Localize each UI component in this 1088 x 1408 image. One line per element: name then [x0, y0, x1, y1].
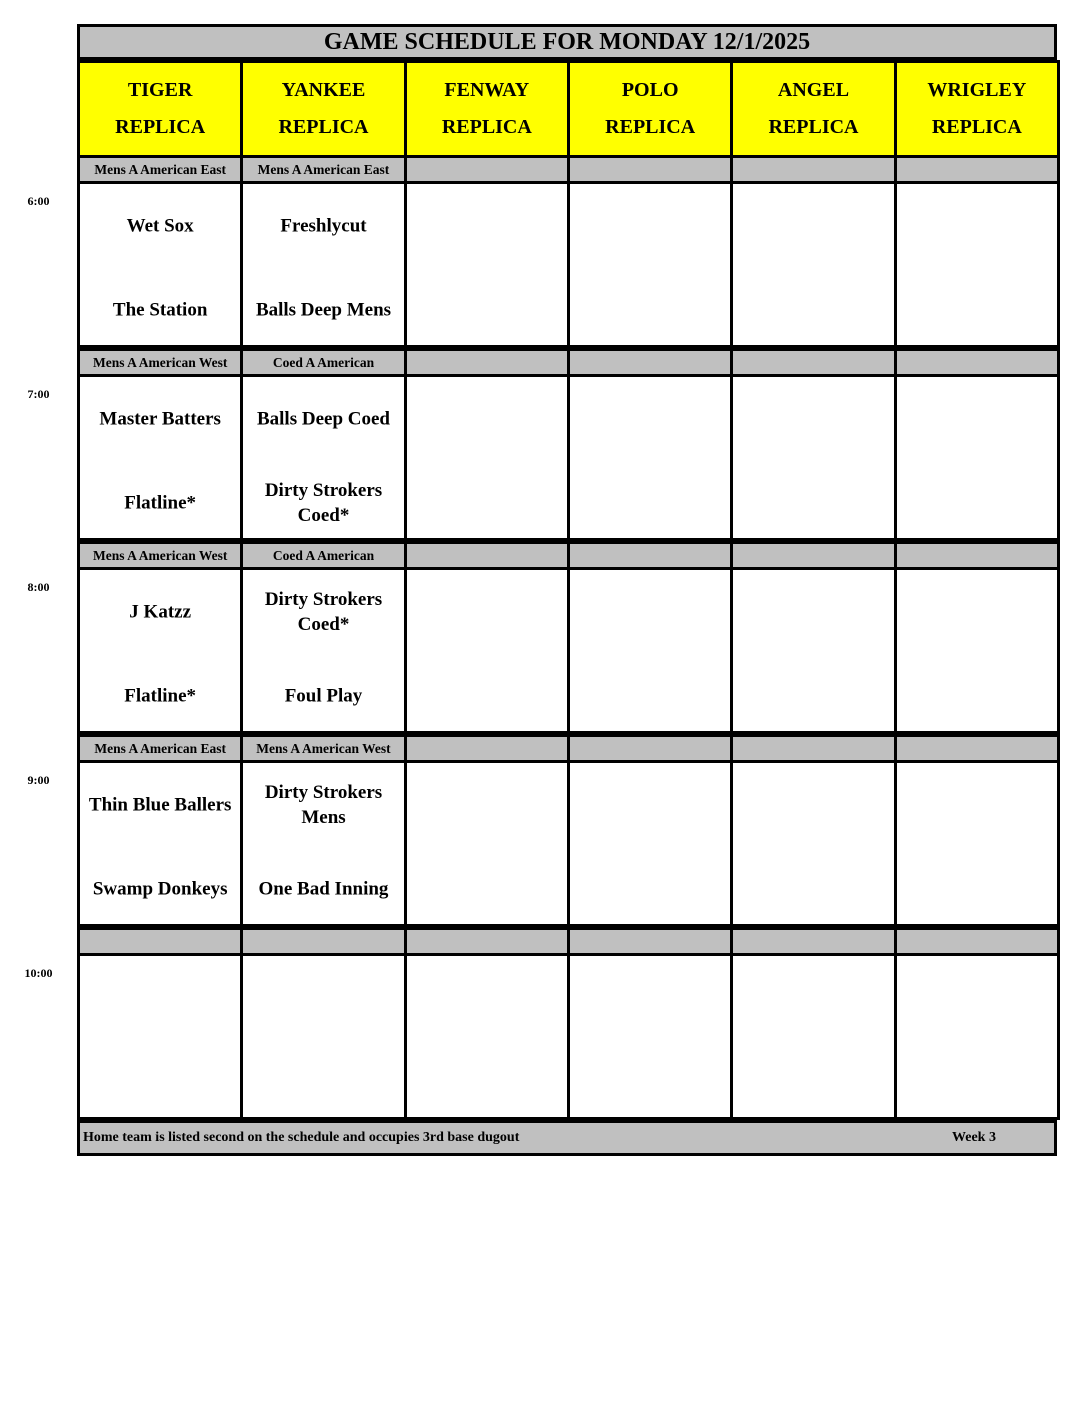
game-cell [894, 567, 1060, 734]
away-team: Freshlycut [280, 215, 367, 237]
division-label: Mens A American East [77, 155, 243, 184]
division-label: Mens A American East [77, 734, 243, 763]
game-cell [77, 953, 243, 1120]
field-name: WRIGLEY [927, 79, 1027, 101]
home-team: Dirty Strokers Coed* [264, 480, 383, 526]
home-team: The Station [112, 299, 208, 321]
division-label [894, 348, 1060, 377]
division-label: Coed A American [240, 348, 406, 377]
game-cell [240, 181, 406, 348]
field-name: YANKEE [281, 79, 366, 101]
home-team: One Bad Inning [258, 878, 389, 900]
field-type: REPLICA [768, 116, 859, 138]
division-label: Mens A American East [240, 155, 406, 184]
division-label [894, 927, 1060, 956]
field-header [730, 60, 896, 158]
game-cell [567, 953, 733, 1120]
division-label [894, 155, 1060, 184]
game-cell [240, 374, 406, 541]
division-label [730, 348, 896, 377]
field-type: REPLICA [278, 116, 369, 138]
field-name: TIGER [127, 79, 193, 101]
division-label [567, 541, 733, 570]
game-cell [240, 567, 406, 734]
division-label [240, 927, 406, 956]
field-name: ANGEL [777, 79, 850, 101]
schedule-table [77, 24, 1057, 1156]
division-label [894, 734, 1060, 763]
division-label [404, 927, 570, 956]
game-cell [404, 567, 570, 734]
division-label [404, 541, 570, 570]
division-label [730, 734, 896, 763]
game-cell [404, 760, 570, 927]
game-cell [894, 374, 1060, 541]
field-header [404, 60, 570, 158]
division-label [567, 734, 733, 763]
division-label [404, 734, 570, 763]
game-cell [894, 953, 1060, 1120]
home-team-note: Home team is listed second on the schedule and occupies 3rd base dugout [83, 1130, 520, 1145]
game-cell [77, 567, 243, 734]
schedule-footer [77, 1120, 1057, 1156]
field-header [77, 60, 243, 158]
field-name: POLO [621, 79, 679, 101]
game-cell [77, 374, 243, 541]
division-label: Mens A American West [77, 541, 243, 570]
division-label [404, 155, 570, 184]
division-label [567, 155, 733, 184]
away-team: Dirty Strokers Coed* [264, 589, 383, 635]
home-team: Balls Deep Mens [255, 299, 392, 321]
division-label: Mens A American West [240, 734, 406, 763]
division-label [730, 541, 896, 570]
game-cell [894, 181, 1060, 348]
home-team: Flatline* [124, 492, 197, 514]
field-type: REPLICA [115, 116, 206, 138]
away-team: J Katzz [129, 601, 192, 623]
game-cell [404, 953, 570, 1120]
week-label: Week 3 [952, 1130, 996, 1145]
game-cell [730, 374, 896, 541]
time-label: 8:00 [27, 580, 50, 594]
game-cell [894, 760, 1060, 927]
game-cell [77, 760, 243, 927]
field-type: REPLICA [931, 116, 1022, 138]
schedule-title: GAME SCHEDULE FOR MONDAY 12/1/2025 [77, 24, 1057, 60]
game-cell [567, 760, 733, 927]
field-header [894, 60, 1060, 158]
division-label [730, 927, 896, 956]
game-cell [404, 181, 570, 348]
away-team: Master Batters [99, 408, 221, 430]
time-label: 9:00 [27, 773, 50, 787]
game-cell [404, 374, 570, 541]
game-cell [730, 953, 896, 1120]
away-team: Balls Deep Coed [256, 408, 390, 430]
time-label: 7:00 [27, 387, 50, 401]
game-cell [567, 374, 733, 541]
home-team: Swamp Donkeys [92, 878, 228, 900]
home-team: Flatline* [124, 685, 197, 707]
away-team: Thin Blue Ballers [88, 794, 232, 816]
field-header [240, 60, 406, 158]
field-type: REPLICA [605, 116, 696, 138]
division-label [730, 155, 896, 184]
division-label [894, 541, 1060, 570]
field-name: FENWAY [444, 79, 530, 101]
division-label: Mens A American West [77, 348, 243, 377]
time-label: 6:00 [27, 194, 50, 208]
division-label: Coed A American [240, 541, 406, 570]
field-type: REPLICA [441, 116, 532, 138]
division-label [404, 348, 570, 377]
away-team: Dirty Strokers Mens [264, 782, 383, 828]
away-team: Wet Sox [126, 215, 194, 237]
division-label [567, 927, 733, 956]
time-label: 10:00 [24, 966, 53, 980]
game-cell [567, 567, 733, 734]
game-cell [730, 181, 896, 348]
game-cell [240, 760, 406, 927]
division-label [567, 348, 733, 377]
game-cell [77, 181, 243, 348]
game-cell [730, 760, 896, 927]
game-cell [730, 567, 896, 734]
game-cell [240, 953, 406, 1120]
home-team: Foul Play [284, 685, 363, 707]
game-cell [567, 181, 733, 348]
division-label [77, 927, 243, 956]
field-header [567, 60, 733, 158]
